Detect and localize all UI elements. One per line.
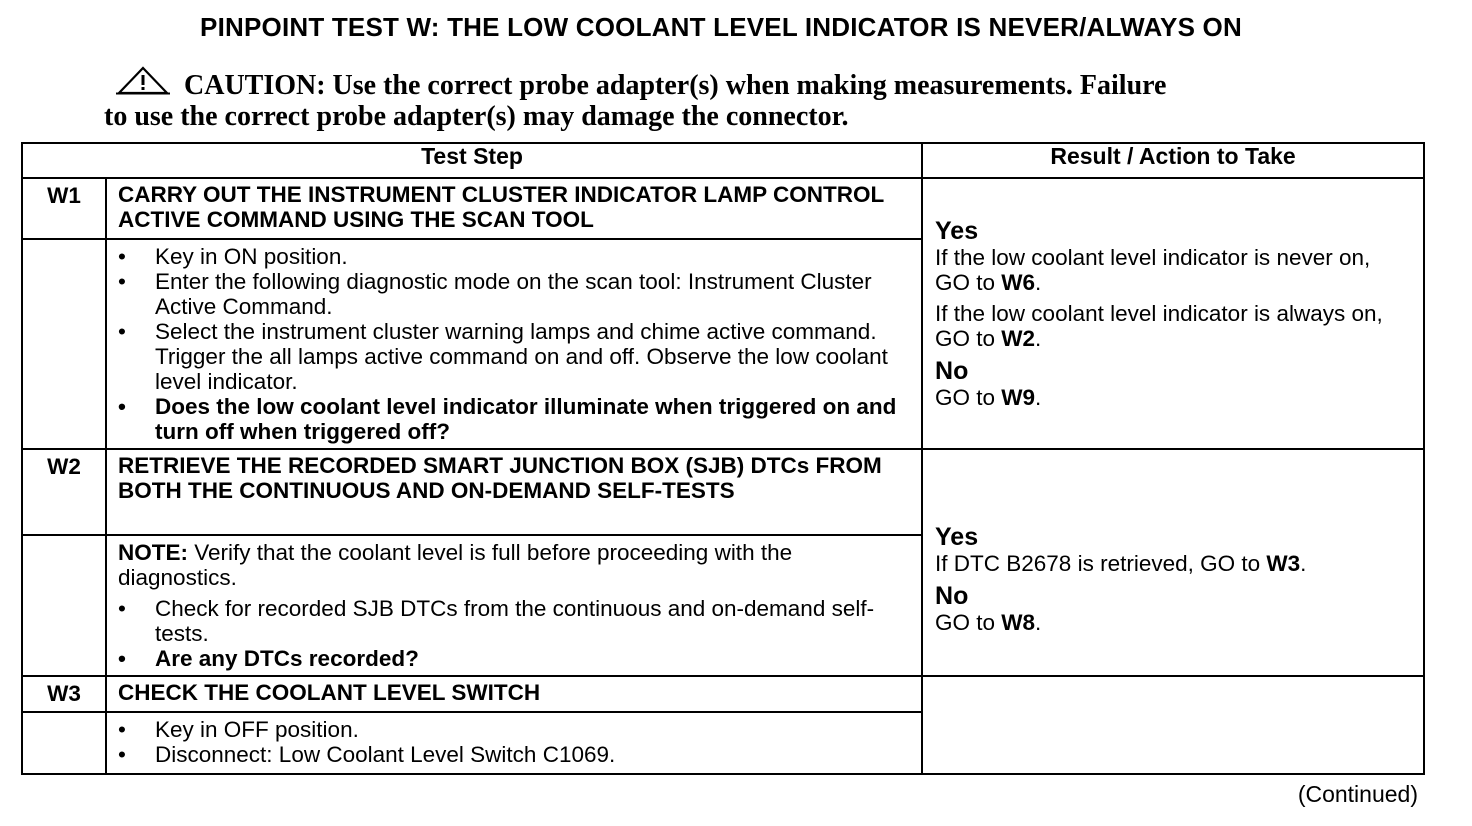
goto-ref: W8 — [1001, 609, 1036, 635]
result-no-text: GO to W8. — [935, 609, 1042, 635]
note-paragraph — [118, 540, 911, 590]
step-id: W2 — [22, 449, 106, 535]
step-w1-title-row — [22, 178, 1424, 239]
warning-triangle-icon — [116, 66, 170, 96]
list-item: • Select the instrument cluster warning lamps and chime active command. Trigger the all lamps active command on and off. Observe the low coolant level indicator. — [118, 319, 911, 394]
result-no-label: No — [935, 357, 969, 385]
step-body — [106, 239, 922, 449]
header-result-action: Result / Action to Take — [922, 143, 1424, 178]
step-title: CARRY OUT THE INSTRUMENT CLUSTER INDICATOR LAMP CONTROL ACTIVE COMMAND USING THE SCAN TOOL — [106, 178, 922, 239]
list-item: • Are any DTCs recorded? — [118, 646, 911, 671]
result-no-label: No — [935, 581, 969, 610]
step-w2-title-row — [22, 449, 1424, 535]
result-no-text: GO to W9. — [935, 385, 1042, 410]
step-id: W1 — [22, 178, 106, 239]
step-w3-title-row — [22, 676, 1424, 712]
step-body — [106, 535, 922, 676]
list-item: • Enter the following diagnostic mode on the scan tool: Instrument Cluster Active Command. — [118, 269, 911, 319]
list-item: • Key in ON position. — [118, 244, 911, 269]
continued-label: (Continued) — [1297, 781, 1418, 807]
goto-ref: W3 — [1266, 550, 1301, 576]
result-yes-label: Yes — [935, 217, 979, 245]
header-test-step: Test Step — [22, 143, 922, 178]
step-id: W3 — [22, 676, 106, 712]
list-item: • Key in OFF position. — [118, 717, 911, 742]
goto-ref: W2 — [1001, 326, 1036, 351]
list-item: • Disconnect: Low Coolant Level Switch C1069. — [118, 742, 911, 767]
step-title: CHECK THE COOLANT LEVEL SWITCH — [106, 676, 922, 712]
caution-line-1: CAUTION: Use the correct probe adapter(s) when making measurements. Failure — [184, 70, 1167, 101]
table-header-row — [22, 143, 1424, 178]
result-yes-text: If the low coolant level indicator is never on, GO to W6. — [935, 245, 1371, 295]
list-item: • Check for recorded SJB DTCs from the continuous and on-demand self-tests. — [118, 596, 911, 646]
result-yes-text: If the low coolant level indicator is always on, GO to W2. — [935, 301, 1383, 351]
goto-ref: W9 — [1001, 385, 1036, 410]
list-item: • Does the low coolant level indicator illuminate when triggered on and turn off when triggered off? — [118, 394, 911, 444]
step-body — [106, 712, 922, 774]
result-yes-text: If DTC B2678 is retrieved, GO to W3. — [935, 550, 1307, 576]
step-w1-result — [922, 178, 1424, 449]
page-title: PINPOINT TEST W: THE LOW COOLANT LEVEL INDICATOR IS NEVER/ALWAYS ON — [200, 12, 1242, 42]
caution-line-2: to use the correct probe adapter(s) may damage the connector. — [104, 101, 849, 132]
goto-ref: W6 — [1001, 270, 1036, 295]
step-title: RETRIEVE THE RECORDED SMART JUNCTION BOX (SJB) DTCs FROM BOTH THE CONTINUOUS AND ON-DEMAND SELF-TESTS — [106, 449, 922, 535]
step-w3-result — [922, 676, 1424, 774]
note-text: Verify that the coolant level is full before proceeding with the diagnostics. — [118, 540, 793, 590]
result-yes-label: Yes — [935, 522, 979, 551]
step-w2-result — [922, 449, 1424, 676]
pinpoint-test-table — [21, 142, 1425, 775]
caution-block — [104, 66, 1304, 132]
note-label: NOTE: — [118, 540, 188, 565]
